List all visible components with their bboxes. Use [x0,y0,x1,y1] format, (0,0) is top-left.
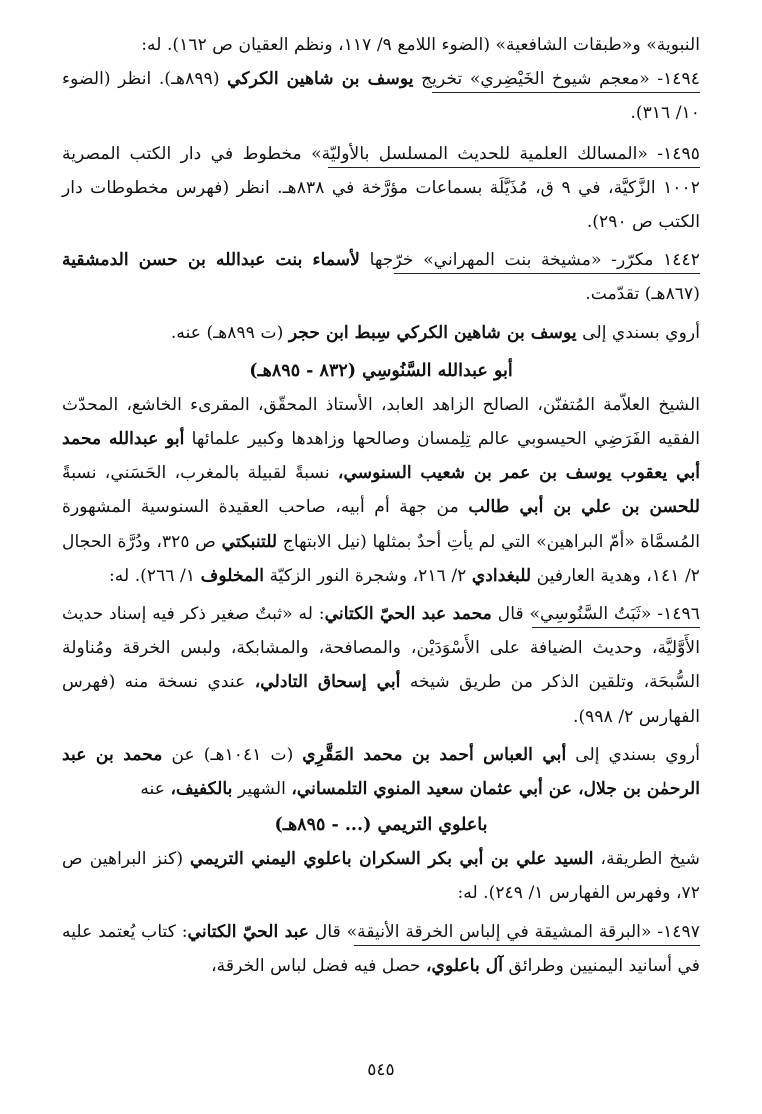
riwaya-line: أروي بسندي إلى يوسف بن شاهين الكركي سِبط ابن حجر (ت ٨٩٩هـ) عنه. [170,322,700,343]
text-line: النبوية» و«طبقات الشافعية» (الضوء اللامع ٩/ ١١٧، ونظم العقيان ص ١٦٢). له: [141,35,700,55]
entry-1442-title: ١٤٤٢ مكرّر- «مشيخة بنت المهراني» خرّجها [369,250,700,271]
entry-1494 [62,62,700,130]
entry-1442-date: (٨٦٧هـ) تقدّمت. [585,284,700,305]
entry-underline [328,167,700,168]
entry-1494-date: (٨٩٩هـ). [158,69,220,90]
entry-underline [394,273,700,274]
biography: شيخ الطريقة، السيد علي بن أبي بكر السكران باعلوي اليمني التريمي (كنز البراهين ص ٧٢، وفهرس الفهارس ١/ ٢٤٩). له: [62,849,701,904]
page-number: ٥٤٥ [367,1060,395,1080]
entry-underline [432,92,700,93]
continuation-line [62,28,700,62]
entry-1494-author: يوسف بن شاهين الكركي [227,69,414,90]
section-heading: باعلوي التريمي (... - ٨٩٥هـ) [274,815,488,836]
entry-1442-author: لأسماء بنت عبدالله بن حسن الدمشقية [62,250,360,271]
entry-1494-ref: انظر (الضوء ١٠/ ٣١٦). [62,69,700,124]
riwaya-line: أروي بسندي إلى أبي العباس أحمد بن محمد المَقَّرِي (ت ١٠٤١هـ) عن محمد بن عبد الرحمٰن بن جلال، عن أبي عثمان سعيد المنوي التلمساني، الشهير بالكفيف، عنه [62,744,701,800]
entry-1495-text: ١٤٩٥- «المسالك العلمية للحديث المسلسل بالأوليّة» مخطوط في دار الكتب المصرية ١٠٠٢ الزَّكيَّة، في ٩ ق، مُذَيَّلَة بسماعات مؤرَّخة في ٨٣٨هـ. انظر (فهرس مخطوطات دار الكتب ص ٢٩٠). [62,143,700,233]
entry-1495 [62,137,700,240]
entry-1496: ١٤٩٦- «ثَبَتُ السَّنُوسِي» قال محمد عبد الحيّ الكتاني: له «ثبتٌ صغير ذكر فيه إسناد حديث الأَوَّليَّة، وحديث الضيافة على الأَسْوَدَيْن، والمصافحة، والمشابكة، ولبس الخرقة ومُناولة السُّبحَة، وتلقين الذكر من طريق شيخه أبي إسحاق التادلي، عندي نسخة منه (فهرس الفهارس ٢/ ٩٩٨). [62,604,700,727]
entry-1494-title: ١٤٩٤- «معجم شيوخ الخَيْضِري» تخريج [421,69,701,90]
biography-name: أبو عبدالله محمد أبي يعقوب يوسف بن عمر بن شعيب السنوسي، [62,429,701,484]
entry-1497: ١٤٩٧- «البرقة المشيقة في إلباس الخرقة الأنيقة» قال عبد الحيّ الكتاني: كتاب يُعتمد عليه في أسانيد اليمنيين وطرائق آل باعلوي، حصل فيه فضل لباس الخرقة، [62,921,701,976]
entry-1442 [62,243,700,311]
section-heading: أبو عبدالله السَّنُوسِي (٨٣٢ - ٨٩٥هـ) [249,360,513,381]
biography: الشيخ العلاّمة المُتفنّن، الصالح الزاهد العابد، الأستاذ المحقّق، المقرىء الخاشع، المحدّث الفقيه الفَرَضِي الحيسوبي عالم تِلِمسان وصالحها وزاهدها وكبير علمائها أبو عبدالله محمد أبي يعقوب يوسف بن عمر بن شعيب السنوسي، نسبةً لقبيلة بالمغرب، الحَسَني، نسبةً للحسن بن علي بن أبي طالب من جهة أم أبيه، صاحب العقيدة السنوسية المشهورة المُسمَّاة «أمّ البراهين» التي لم يأتِ أحدٌ بمثلها (نيل الابتهاج للتنبكتي ص ٣٢٥، ودُرَّة الحجال ٢/ ١٤١، وهدية العارفين للبغدادي ٢/ ٢١٦، وشجرة النور الزكيّة المخلوف ١/ ٢٦٦). له: [62,394,701,586]
entry-underline [354,945,700,946]
page-body [62,28,700,983]
riwaya-shaykh: يوسف بن شاهين الكركي سِبط ابن حجر [288,322,577,343]
entry-underline [532,627,700,628]
